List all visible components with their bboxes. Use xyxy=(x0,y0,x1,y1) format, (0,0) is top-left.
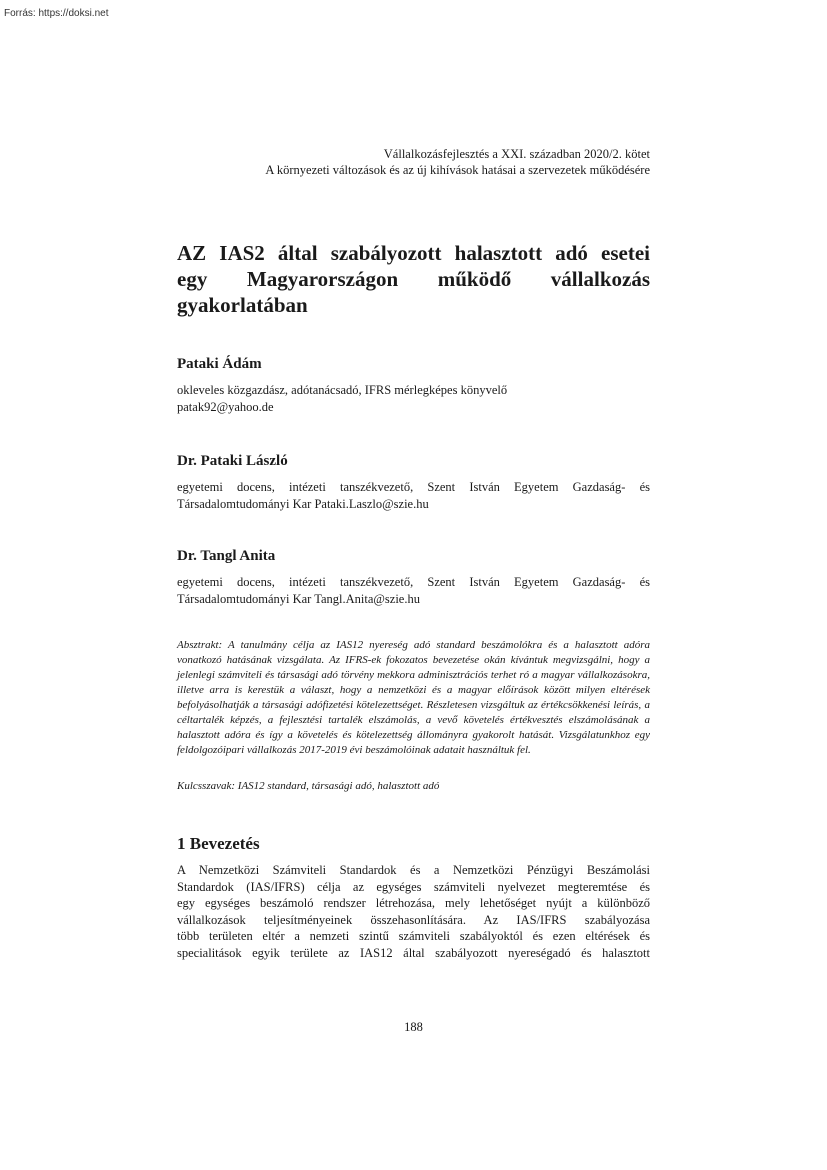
running-header xyxy=(170,146,650,178)
body-line: vállalkozások teljesítményeinek összehasonlítására. Az IAS/IFRS szabályozása xyxy=(177,912,650,927)
paper-title xyxy=(177,240,650,318)
affiliation-line: egyetemi docens, intézeti tanszékvezető, Szent István Egyetem Gazdaság- és xyxy=(177,575,650,589)
author-affiliation xyxy=(177,574,650,608)
author-name: Pataki Ádám xyxy=(177,356,262,372)
author-affiliation xyxy=(177,382,650,416)
author-block xyxy=(177,546,650,608)
author-affiliation xyxy=(177,479,650,513)
author-email: patak92@yahoo.de xyxy=(177,400,274,414)
title-line: egy Magyarországon működő vállalkozás xyxy=(177,267,650,291)
abstract: Absztrakt: A tanulmány célja az IAS12 nyereség adó standard beszámolókra és a halasztott adóra vonatkozó hatásának vizsgálata. Az IFRS-ek fokozatos bevezetése okán kívántuk megvizsgálni, hogy a jelenlegi számviteli és társasági adó törvény mekkora adminisztrációs terhet ró a magyar vállalkozásokra, illetve arra is kerestük a választ, hogy a nemzetközi és a magyar előírások között milyen eltérések befolyásolhatják a társasági adófizetési kötelezettséget. Részletesen vizsgáltuk az értékcsökkenési leírás, a céltartalék képzés, a fejlesztési tartalék elszámolás, a vevő követelés értékvesztés elszámolásának a halasztott adóra és így a követelés és kötelezettség állományra gyakorolt hatását. Vizsgálatunkhoz egy feldolgozóipari vállalkozás 2017-2019 évi beszámolóinak adatait használtuk fel. xyxy=(177,639,650,756)
affiliation-line: Társadalomtudományi Kar Pataki.Laszlo@szie.hu xyxy=(177,497,429,511)
title-line: AZ IAS2 által szabályozott halasztott adó esetei xyxy=(177,241,650,265)
source-label: Forrás: https://doksi.net xyxy=(4,8,109,19)
page-number: 188 xyxy=(404,1020,423,1034)
author-name: Dr. Pataki László xyxy=(177,453,288,469)
author-block xyxy=(177,451,650,513)
section-body xyxy=(177,862,650,961)
title-line: gyakorlatában xyxy=(177,293,308,317)
body-line: A Nemzetközi Számviteli Standardok és a Nemzetközi Pénzügyi Beszámolási xyxy=(177,863,650,877)
section-title: 1 Bevezetés xyxy=(177,834,260,853)
running-header-line: A környezeti változások és az új kihívások hatásai a szervezetek működésére xyxy=(265,163,650,177)
affiliation-line: Társadalomtudományi Kar Tangl.Anita@szie.hu xyxy=(177,592,420,606)
body-line: Standardok (IAS/IFRS) célja az egységes számviteli nyelvezet megteremtése és xyxy=(177,879,650,894)
body-line: több területen eltér a nemzeti szintű számviteli szabályoktól és ezen eltérések és xyxy=(177,929,650,943)
running-header-line: Vállalkozásfejlesztés a XXI. században 2020/2. kötet xyxy=(383,147,650,161)
author-name: Dr. Tangl Anita xyxy=(177,548,276,564)
author-block xyxy=(177,354,650,416)
affiliation-line: okleveles közgazdász, adótanácsadó, IFRS mérlegképes könyvelő xyxy=(177,383,508,397)
body-line: egy egységes beszámoló rendszer létrehozása, mely lehetőséget nyújt a különböző xyxy=(177,896,650,910)
body-line: specialitások egyik területe az IAS12 által szabályozott nyereségadó és halasztott xyxy=(177,945,650,960)
keywords: Kulcsszavak: IAS12 standard, társasági adó, halasztott adó xyxy=(177,780,440,792)
affiliation-line: egyetemi docens, intézeti tanszékvezető, Szent István Egyetem Gazdaság- és xyxy=(177,480,650,494)
